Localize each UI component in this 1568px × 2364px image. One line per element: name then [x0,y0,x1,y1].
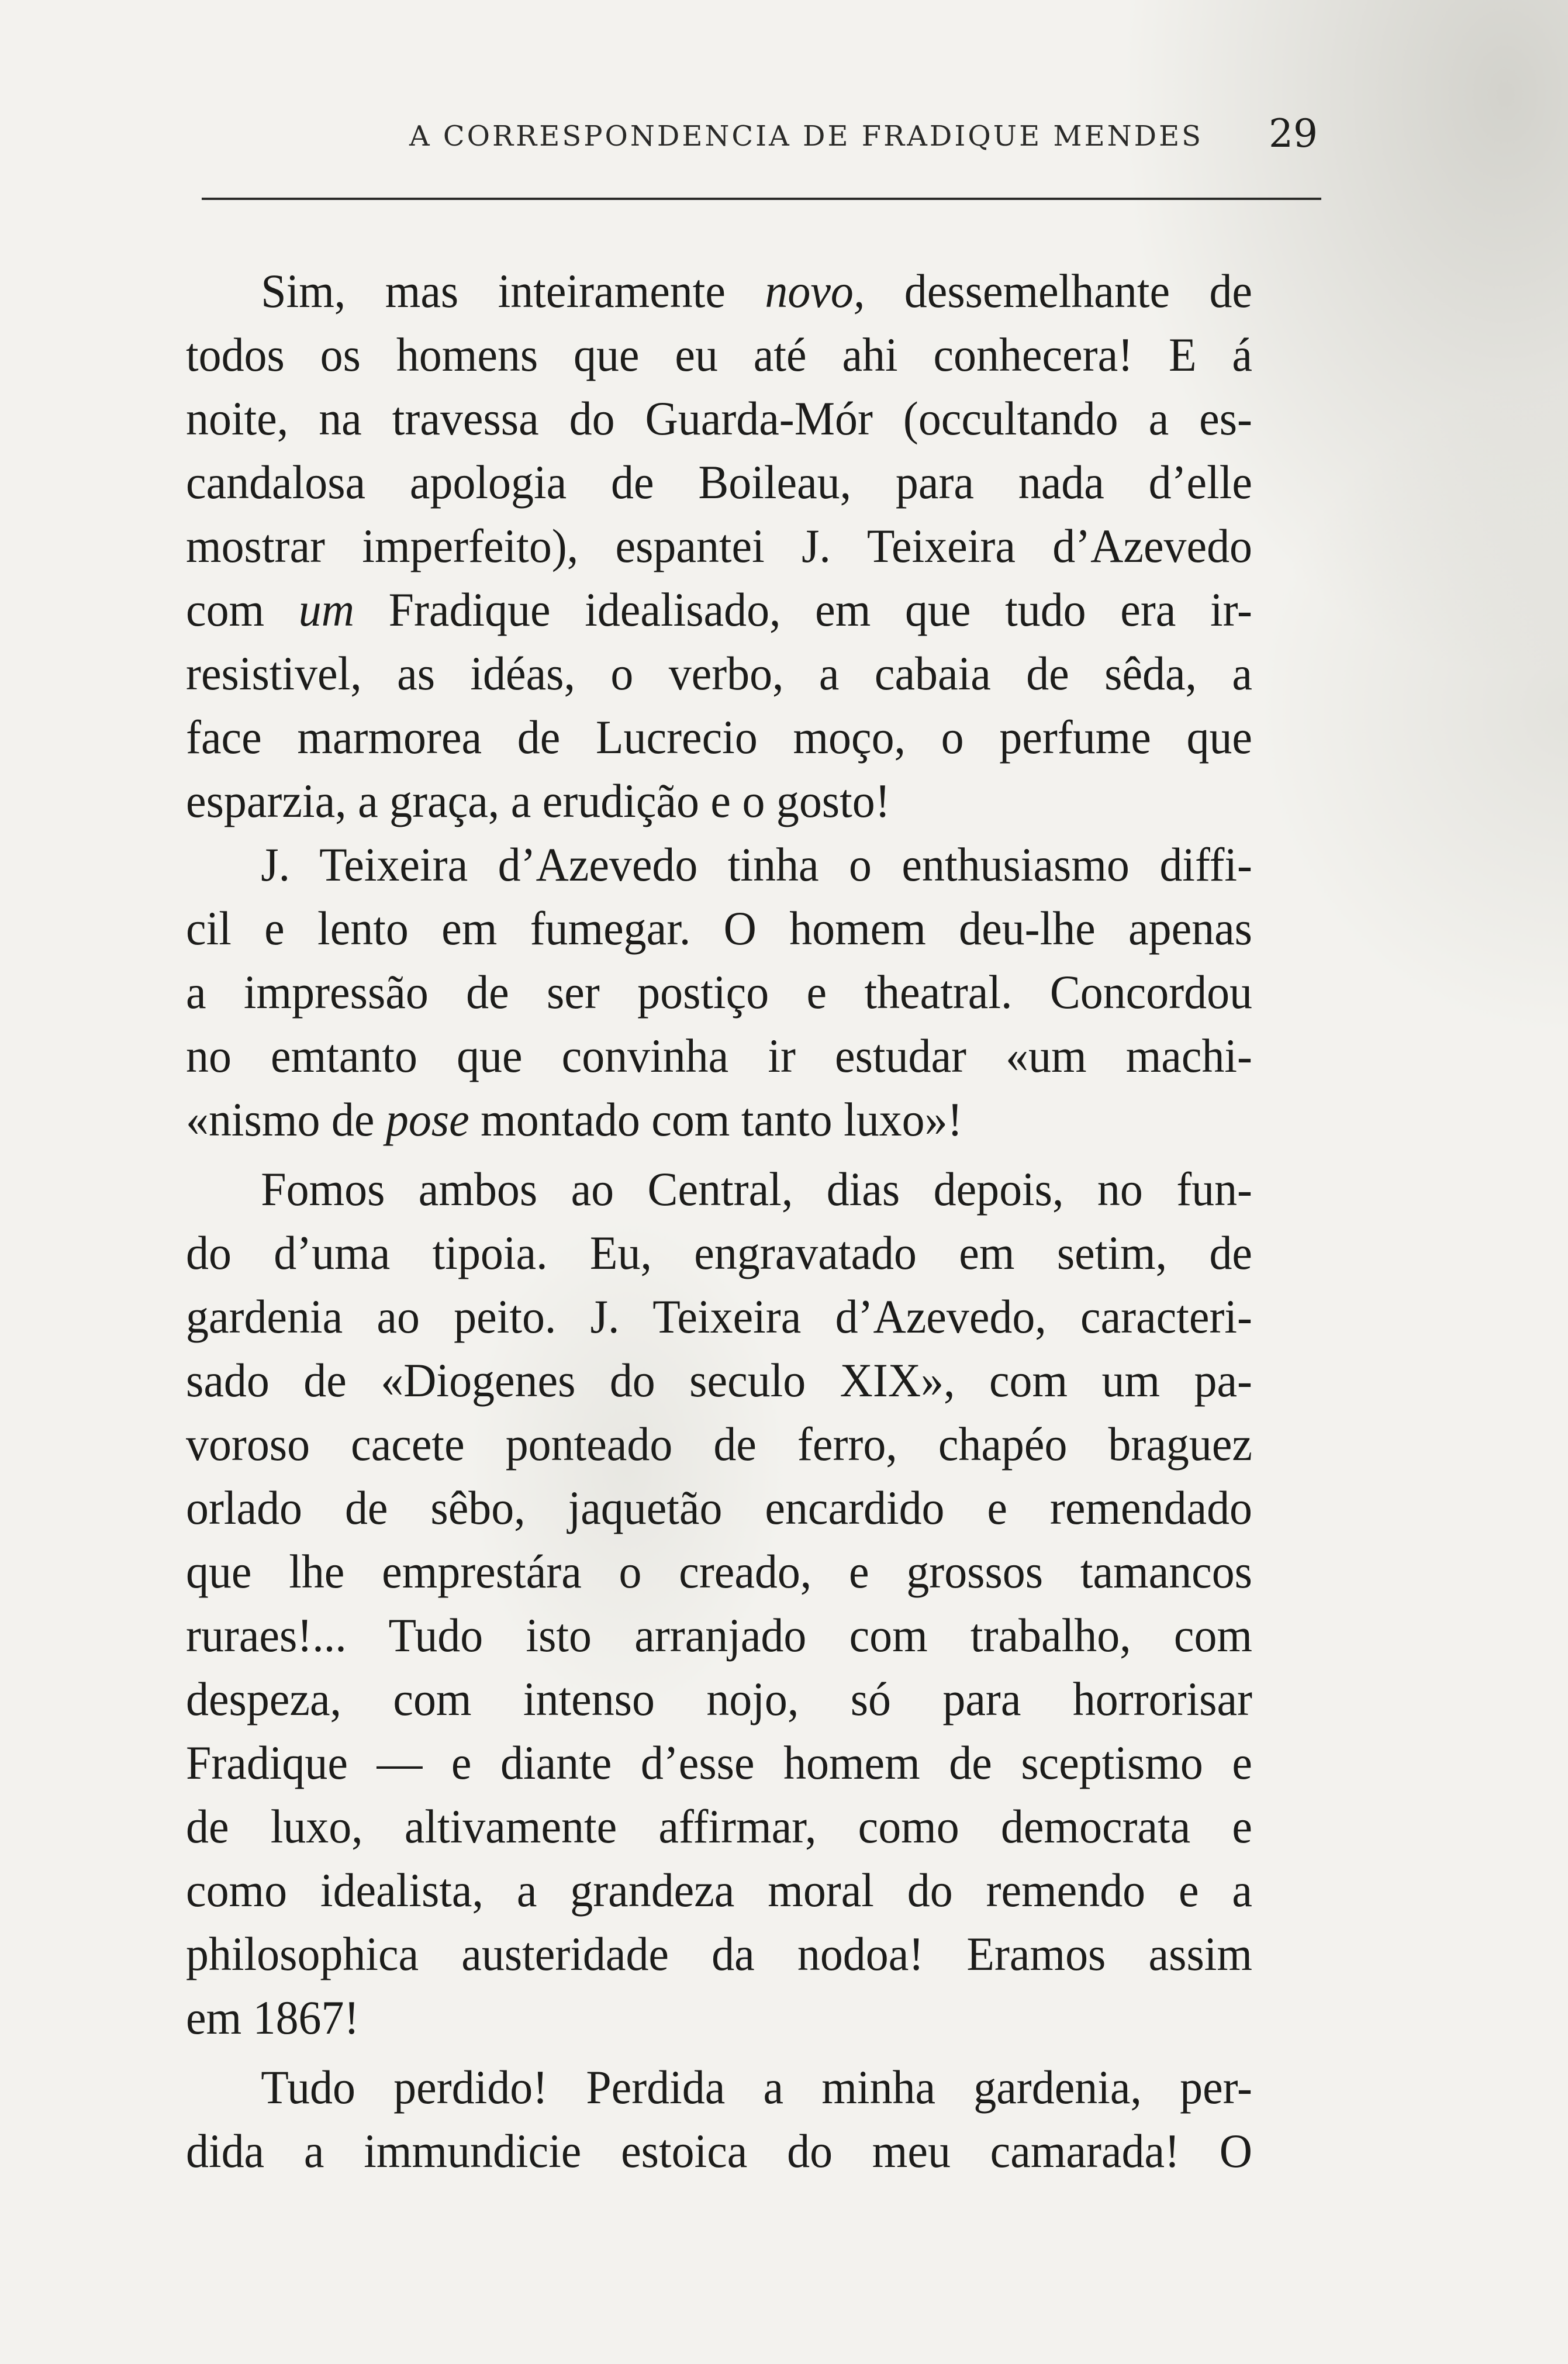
text-line: mostrar imperfeito), espantei J. Teixeira d’Azevedo [186,519,1252,572]
text-line: que lhe emprestára o creado, e grossos tamancos [186,1545,1252,1598]
text-line: face marmorea de Lucrecio moço, o perfume que [186,710,1252,764]
text-line: Fradique — e diante d’esse homem de sceptismo e [186,1736,1252,1789]
text-line: todos os homens que eu até ahi conhecera! E á [186,328,1252,381]
text-line: J. Teixeira d’Azevedo tinha o enthusiasmo diffi- [261,838,1252,891]
text-line: cil e lento em fumegar. O homem deu-lhe apenas [186,902,1252,955]
text-line: candalosa apologia de Boileau, para nada d’elle [186,455,1252,509]
text-line: dida a immundicie estoica do meu camarada! O [186,2124,1252,2177]
text-line: de luxo, altivamente affirmar, como democrata e [186,1800,1252,1853]
body-text [186,259,1308,2183]
text-line: no emtanto que convinha ir estudar «um machi- [186,1029,1252,1082]
text-line: noite, na travessa do Guarda-Mór (occultando a es- [186,392,1252,445]
text-line: do d’uma tipoia. Eu, engravatado em setim, de [186,1226,1252,1279]
text-line: philosophica austeridade da nodoa! Eramos assim [186,1927,1252,1980]
emphasis: novo, [765,264,865,317]
text-line: orlado de sêbo, jaquetão encardido e remendado [186,1481,1252,1534]
text-line: esparzia, a graça, a erudição e o gosto! [186,774,890,827]
text-line: como idealista, a grandeza moral do remendo e a [186,1863,1252,1917]
emphasis: pose [385,1093,469,1146]
text-line: gardenia ao peito. J. Teixeira d’Azevedo, caracteri- [186,1290,1252,1343]
text-line: resistivel, as idéas, o verbo, a cabaia de sêda, a [186,647,1252,700]
text-line: com um Fradique idealisado, em que tudo era ir- [186,583,1252,636]
text-line: em 1867! [186,1991,360,2044]
text-line: Tudo perdido! Perdida a minha gardenia, per- [261,2061,1252,2114]
text-line: Sim, mas inteiramente novo, dessemelhante de [261,264,1253,317]
text-line: ruraes!... Tudo isto arranjado com trabalho, com [186,1609,1252,1662]
emphasis: um [298,583,354,636]
page-number: 29 [1269,111,1318,156]
text-line: voroso cacete ponteado de ferro, chapéo braguez [186,1417,1252,1471]
running-head: A CORRESPONDENCIA DE FRADIQUE MENDES [409,120,1204,153]
text-line: Fomos ambos ao Central, dias depois, no fun- [261,1162,1252,1216]
text-line: a impressão de ser postiço e theatral. Concordou [186,965,1252,1019]
header-rule [202,198,1321,200]
text-line: sado de «Diogenes do seculo XIX», com um pa- [186,1354,1252,1407]
text-line: despeza, com intenso nojo, só para horrorisar [186,1672,1252,1725]
text-line: «nismo de pose montado com tanto luxo»! [186,1093,963,1146]
